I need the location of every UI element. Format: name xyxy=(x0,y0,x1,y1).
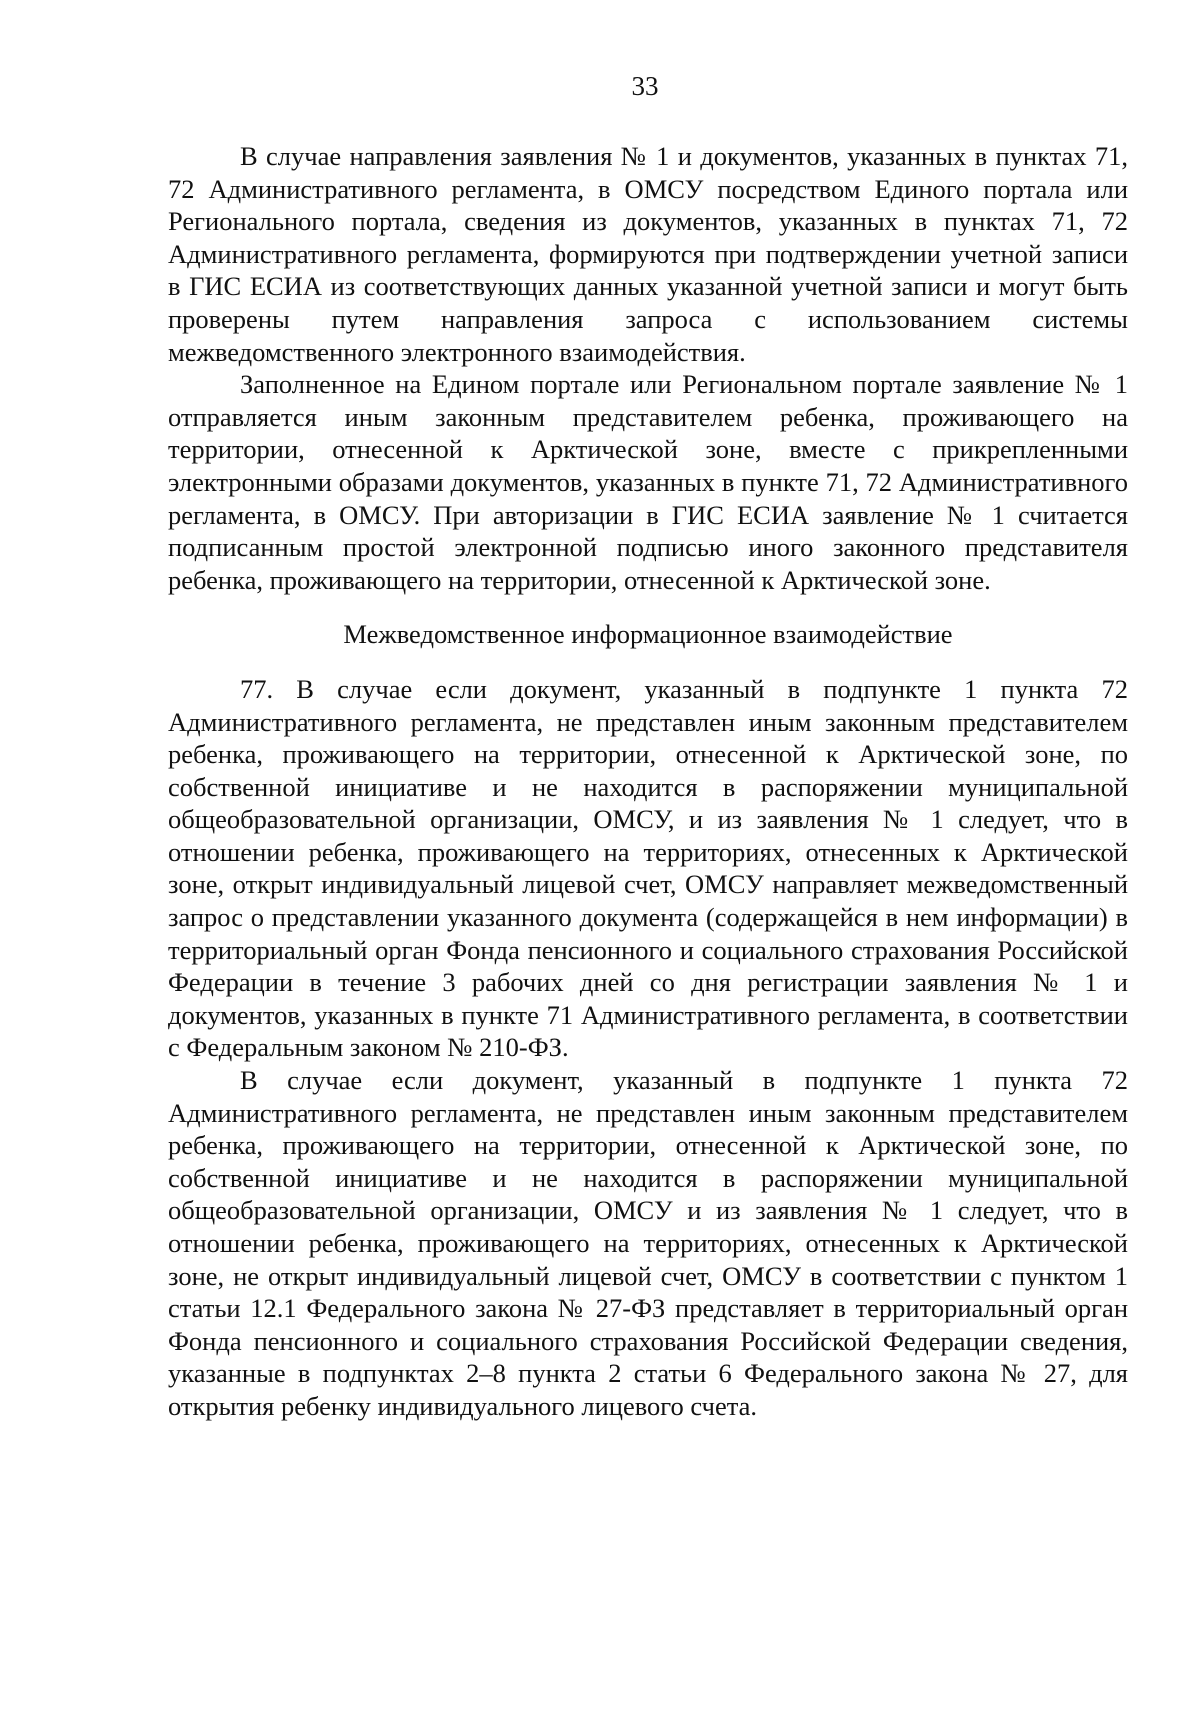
section-heading: Межведомственное информационное взаимодействие xyxy=(343,619,953,650)
paragraph-filled-application: Заполненное на Едином портале или Региональном портале заявление № 1 отправляется иным законным представителем ребенка, проживающего на территории, отнесенной к Арктической зоне, вместе с прикрепленными электронными образами документов, указанных в пункте 71, 72 Административного регламента, в ОМСУ. При авторизации в ГИС ЕСИА заявление № 1 считается подписанным простой электронной подписью иного законного представителя ребенка, проживающего на территории, отнесенной к Арктической зоне. xyxy=(168,369,1128,595)
paragraph-clause-77: 77. В случае если документ, указанный в подпункте 1 пункта 72 Административного регламента, не представлен иным законным представителем ребенка, проживающего на территории, отнесенной к Арктической зоне, по собственной инициативе и не находится в распоряжении муниципальной общеобразовательной организации, ОМСУ, и из заявления № 1 следует, что в отношении ребенка, проживающего на территориях, отнесенных к Арктической зоне, открыт индивидуальный лицевой счет, ОМСУ направляет межведомственный запрос о представлении указанного документа (содержащейся в нем информации) в территориальный орган Фонда пенсионного и социального страхования Российской Федерации в течение 3 рабочих дней со дня регистрации заявления № 1 и документов, указанных в пункте 71 Административного регламента, в соответствии с Федеральным законом № 210-ФЗ. xyxy=(168,673,1128,1063)
paragraph-no-account: В случае если документ, указанный в подпункте 1 пункта 72 Административного регламента, не представлен иным законным представителем ребенка, проживающего на территории, отнесенной к Арктической зоне, по собственной инициативе и не находится в распоряжении муниципальной общеобразовательной организации, ОМСУ и из заявления № 1 следует, что в отношении ребенка, проживающего на территориях, отнесенных к Арктической зоне, не открыт индивидуальный лицевой счет, ОМСУ в соответствии с пунктом 1 статьи 12.1 Федерального закона № 27-ФЗ представляет в территориальный орган Фонда пенсионного и социального страхования Российской Федерации сведения, указанные в подпунктах 2–8 пункта 2 статьи 6 Федерального закона № 27, для открытия ребенку индивидуального лицевого счета. xyxy=(168,1065,1128,1421)
paragraph-portal-application: В случае направления заявления № 1 и документов, указанных в пунктах 71, 72 Административного регламента, в ОМСУ посредством Единого портала или Регионального портала, сведения из документов, указанных в пунктах 71, 72 Административного регламента, формируются при подтверждении учетной записи в ГИС ЕСИА из соответствующих данных указанной учетной записи и могут быть проверены путем направления запроса с использованием системы межведомственного электронного взаимодействия. xyxy=(168,141,1128,367)
document-body xyxy=(168,140,1128,1423)
page-number: 33 xyxy=(631,71,659,101)
